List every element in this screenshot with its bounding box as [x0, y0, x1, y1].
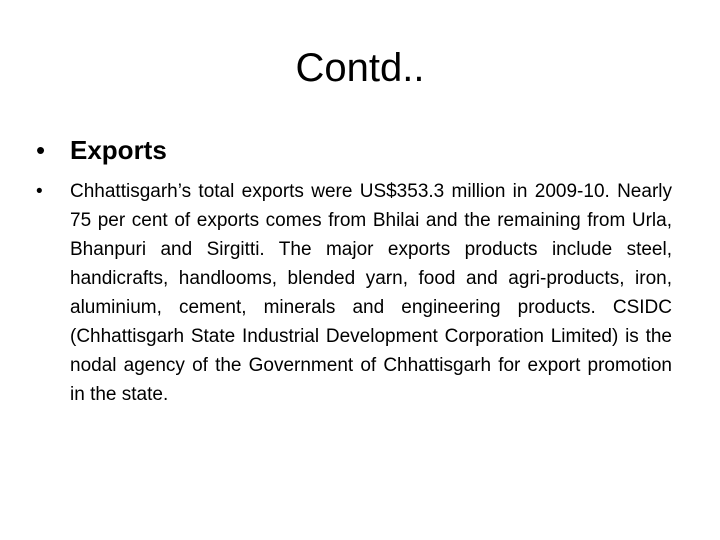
- bullet-point-icon: •: [36, 135, 46, 165]
- bullet-paragraph-text: Chhattisgarh’s total exports were US$353.3 million in 2009-10. Nearly 75 per cent of exports comes from Bhilai and the remaining from Urla, Bhanpuri and Sirgitti. The major exports products include steel, handicrafts, handlooms, blended yarn, food and agri-products, iron, aluminium, cement, minerals and engineering products. CSIDC (Chhattisgarh State Industrial Development Corporation Limited) is the nodal agency of the Government of Chhattisgarh for export promotion in the state.: [70, 181, 672, 405]
- bullet-item-exports: [36, 132, 672, 168]
- bullet-list: [36, 132, 672, 409]
- slide-title: Contd..: [295, 46, 425, 90]
- bullet-item-paragraph: [36, 177, 672, 409]
- bullet-point-icon: •: [36, 181, 43, 202]
- bullet-heading-text: Exports: [70, 135, 167, 165]
